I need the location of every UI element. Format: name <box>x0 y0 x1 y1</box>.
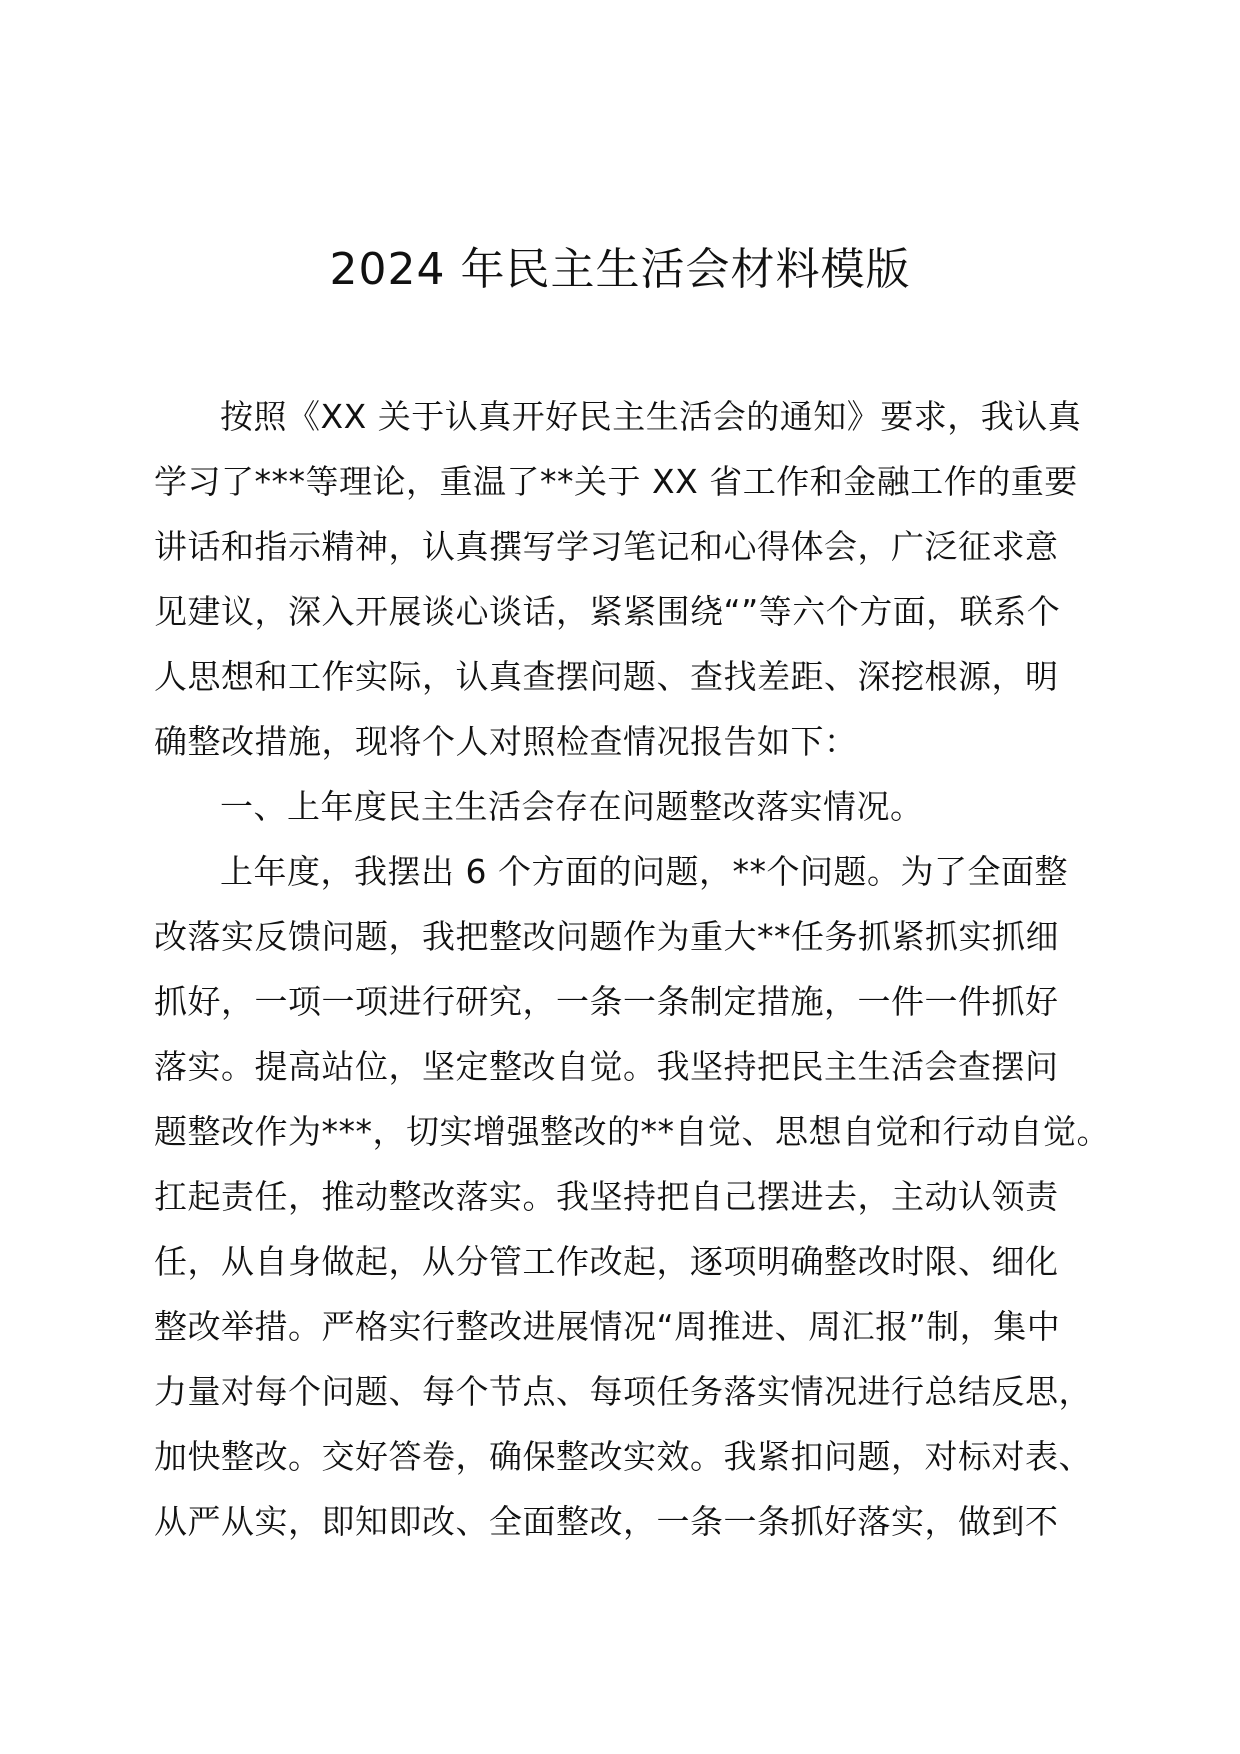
text-line: 落实。提高站位，坚定整改自觉。我坚持把民主生活会查摆问 <box>154 1047 1059 1086</box>
text-line: 整改举措。严格实行整改进展情况“周推进、周汇报”制，集中 <box>154 1307 1061 1346</box>
text-line: 力量对每个问题、每个节点、每项任务落实情况进行总结反思， <box>154 1372 1092 1411</box>
text-line: 改落实反馈问题，我把整改问题作为重大**任务抓紧抓实抓细 <box>154 917 1059 956</box>
section-heading: 一、上年度民主生活会存在问题整改落实情况。 <box>220 787 924 826</box>
text-line: 按照《XX 关于认真开好民主生活会的通知》要求，我认真 <box>220 397 1082 436</box>
document-body <box>154 384 1110 1554</box>
text-line: 扛起责任，推动整改落实。我坚持把自己摆进去，主动认领责 <box>154 1177 1059 1216</box>
text-line: 任，从自身做起，从分管工作改起，逐项明确整改时限、细化 <box>154 1242 1059 1281</box>
text-line: 学习了***等理论，重温了**关于 XX 省工作和金融工作的重要 <box>154 462 1078 501</box>
text-line: 见建议，深入开展谈心谈话，紧紧围绕“”等六个方面，联系个 <box>154 592 1061 631</box>
text-line: 从严从实，即知即改、全面整改，一条一条抓好落实，做到不 <box>154 1502 1059 1541</box>
text-line: 讲话和指示精神，认真撰写学习笔记和心得体会，广泛征求意 <box>154 527 1059 566</box>
text-line: 上年度，我摆出 6 个方面的问题，**个问题。为了全面整 <box>220 852 1068 891</box>
text-line: 确整改措施，现将个人对照检查情况报告如下： <box>154 722 858 761</box>
text-line: 抓好，一项一项进行研究，一条一条制定措施，一件一件抓好 <box>154 982 1059 1021</box>
document-title: 2024 年民主生活会材料模版 <box>329 244 911 295</box>
text-line: 题整改作为***，切实增强整改的**自觉、思想自觉和行动自觉。 <box>154 1112 1110 1151</box>
text-line: 加快整改。交好答卷，确保整改实效。我紧扣问题，对标对表、 <box>154 1437 1092 1476</box>
text-line: 人思想和工作实际，认真查摆问题、查找差距、深挖根源，明 <box>154 657 1059 696</box>
